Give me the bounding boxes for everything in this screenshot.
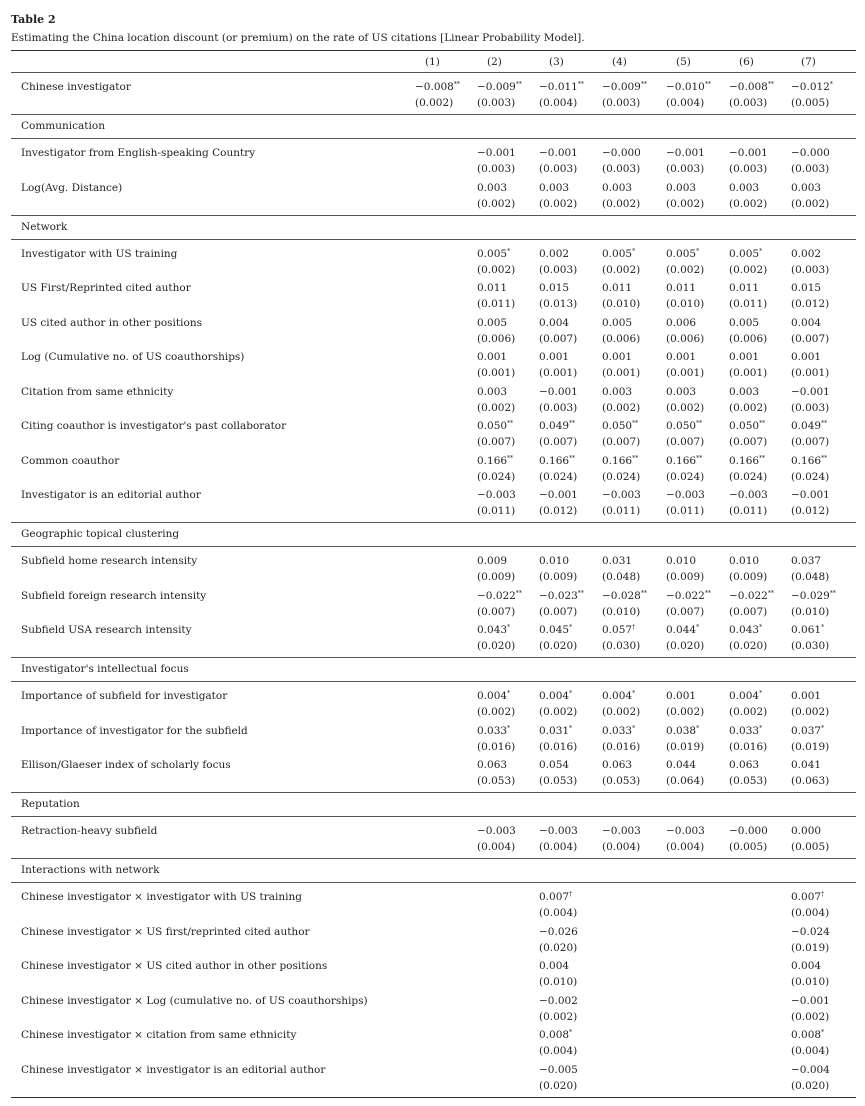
row-label: Ellison/Glaeser index of scholarly focus <box>21 759 231 771</box>
standard-error-value: (0.004) <box>539 1045 578 1057</box>
standard-error-value: (0.011) <box>729 298 768 310</box>
coefficient-value: −0.008** <box>415 81 460 93</box>
standard-error-value: (0.024) <box>791 470 830 483</box>
standard-error-value: (0.007) <box>791 332 830 345</box>
row-label: Chinese investigator × investigator with US training <box>21 891 302 903</box>
standard-error-value: (0.001) <box>602 367 641 379</box>
table-top-rule <box>11 50 856 51</box>
section-title: Geographic topical clustering <box>21 528 180 540</box>
coefficient-value: 0.166** <box>539 454 576 467</box>
standard-error-value: (0.007) <box>666 605 705 618</box>
coefficient-value: 0.003 <box>602 385 633 398</box>
standard-error-value: (0.019) <box>791 941 830 954</box>
standard-error-value: (0.024) <box>539 470 578 483</box>
coefficient-value: 0.033* <box>477 724 511 737</box>
coefficient-value: 0.037 <box>791 555 822 567</box>
section-title: Communication <box>21 120 105 132</box>
coefficient-value: 0.011 <box>729 282 760 294</box>
coefficient-value: −0.001 <box>477 147 516 159</box>
coefficient-value: −0.003 <box>666 825 705 837</box>
standard-error-value: (0.002) <box>477 197 516 210</box>
coefficient-value: 0.001 <box>539 351 570 363</box>
coefficient-value: −0.002 <box>539 994 578 1007</box>
coefficient-value: −0.005 <box>539 1063 578 1076</box>
standard-error-value: (0.020) <box>539 640 578 652</box>
standard-error-value: (0.003) <box>477 163 516 175</box>
coefficient-value: −0.001 <box>791 489 830 501</box>
standard-error-value: (0.001) <box>729 367 768 379</box>
standard-error-value: (0.006) <box>477 332 516 345</box>
standard-error-value: (0.002) <box>666 401 705 414</box>
standard-error-value: (0.064) <box>666 775 705 787</box>
section-rule <box>11 522 856 523</box>
coefficient-value: 0.005* <box>477 247 511 260</box>
coefficient-value: −0.003 <box>477 489 516 501</box>
column-header: (6) <box>739 56 754 68</box>
coefficient-value: 0.050** <box>602 420 639 432</box>
section-title: Interactions with network <box>21 864 160 876</box>
row-label: Citing coauthor is investigator's past collaborator <box>21 420 287 432</box>
standard-error-value: (0.006) <box>729 332 768 345</box>
standard-error-value: (0.003) <box>729 97 768 109</box>
coefficient-value: −0.022** <box>477 589 522 602</box>
section-title: Network <box>21 220 68 233</box>
coefficient-value: −0.000 <box>791 147 830 159</box>
row-label: Chinese investigator × US first/reprinted cited author <box>21 925 310 938</box>
standard-error-value: (0.002) <box>666 706 705 718</box>
standard-error-value: (0.016) <box>602 740 641 753</box>
standard-error-value: (0.003) <box>602 163 641 175</box>
coefficient-value: −0.029** <box>791 589 836 602</box>
coefficient-value: −0.001 <box>791 385 830 398</box>
coefficient-value: 0.001 <box>729 351 760 363</box>
standard-error-value: (0.003) <box>791 163 830 175</box>
standard-error-value: (0.019) <box>791 740 830 753</box>
standard-error-value: (0.005) <box>729 841 768 853</box>
section-rule <box>11 215 856 216</box>
coefficient-value: 0.005* <box>602 247 636 260</box>
standard-error-value: (0.002) <box>415 97 454 109</box>
standard-error-value: (0.020) <box>666 640 705 652</box>
standard-error-value: (0.003) <box>791 401 830 414</box>
coefficient-value: 0.044* <box>666 624 700 636</box>
standard-error-value: (0.005) <box>791 841 830 853</box>
standard-error-value: (0.002) <box>666 197 705 210</box>
standard-error-value: (0.012) <box>791 298 830 310</box>
standard-error-value: (0.007) <box>729 605 768 618</box>
table-caption: Estimating the China location discount (or premium) on the rate of US citations [Linear Probability Model]. <box>11 32 585 44</box>
row-label: Common coauthor <box>21 454 120 467</box>
standard-error-value: (0.012) <box>791 505 830 517</box>
coefficient-value: 0.043* <box>729 624 763 636</box>
coefficient-value: −0.024 <box>791 925 830 938</box>
standard-error-value: (0.001) <box>539 367 578 379</box>
standard-error-value: (0.002) <box>602 263 641 276</box>
coefficient-value: 0.011 <box>602 282 633 294</box>
row-label: Subfield home research intensity <box>21 555 198 567</box>
coefficient-value: 0.166** <box>791 454 828 467</box>
coefficient-value: −0.008** <box>729 81 774 93</box>
standard-error-value: (0.004) <box>666 97 705 109</box>
standard-error-value: (0.003) <box>539 401 578 414</box>
standard-error-value: (0.004) <box>602 841 641 853</box>
coefficient-value: 0.015 <box>539 282 570 294</box>
standard-error-value: (0.002) <box>666 263 705 276</box>
coefficient-value: 0.166** <box>729 454 766 467</box>
coefficient-value: 0.001 <box>602 351 633 363</box>
coefficient-value: 0.000 <box>791 825 822 837</box>
standard-error-value: (0.048) <box>602 571 641 583</box>
coefficient-value: 0.166** <box>666 454 703 467</box>
row-label: Retraction-heavy subfield <box>21 825 158 837</box>
standard-error-value: (0.002) <box>539 706 578 718</box>
standard-error-value: (0.003) <box>791 263 830 276</box>
coefficient-value: 0.001 <box>666 351 697 363</box>
coefficient-value: 0.003 <box>539 181 570 194</box>
coefficient-value: 0.063 <box>602 759 633 771</box>
standard-error-value: (0.016) <box>729 740 768 753</box>
standard-error-value: (0.020) <box>477 640 516 652</box>
coefficient-value: −0.028** <box>602 589 647 602</box>
standard-error-value: (0.019) <box>666 740 705 753</box>
standard-error-value: (0.002) <box>602 197 641 210</box>
coefficient-value: −0.010** <box>666 81 711 93</box>
standard-error-value: (0.010) <box>602 298 641 310</box>
coefficient-value: −0.003 <box>602 489 641 501</box>
standard-error-value: (0.002) <box>477 263 516 276</box>
standard-error-value: (0.004) <box>791 907 830 919</box>
standard-error-value: (0.007) <box>539 436 578 448</box>
coefficient-value: −0.004 <box>791 1063 830 1076</box>
standard-error-value: (0.002) <box>602 706 641 718</box>
coefficient-value: 0.037* <box>791 724 825 737</box>
standard-error-value: (0.002) <box>729 401 768 414</box>
column-header: (1) <box>425 56 440 68</box>
standard-error-value: (0.053) <box>729 775 768 787</box>
coefficient-value: 0.166** <box>477 454 514 467</box>
coefficient-value: 0.011 <box>477 282 508 294</box>
coefficient-value: 0.004 <box>791 960 822 972</box>
standard-error-value: (0.002) <box>791 706 830 718</box>
coefficient-value: 0.010 <box>729 555 760 567</box>
row-label: Log (Cumulative no. of US coauthorships) <box>21 351 245 363</box>
coefficient-value: 0.003 <box>477 181 508 194</box>
coefficient-value: −0.003 <box>729 489 768 501</box>
coefficient-value: 0.045* <box>539 624 573 636</box>
standard-error-value: (0.016) <box>477 740 516 753</box>
standard-error-value: (0.002) <box>729 197 768 210</box>
standard-error-value: (0.003) <box>602 97 641 109</box>
standard-error-value: (0.002) <box>729 263 768 276</box>
coefficient-value: −0.012* <box>791 81 833 93</box>
standard-error-value: (0.002) <box>729 706 768 718</box>
standard-error-value: (0.053) <box>602 775 641 787</box>
coefficient-value: −0.001 <box>729 147 768 159</box>
standard-error-value: (0.024) <box>729 470 768 483</box>
standard-error-value: (0.007) <box>729 436 768 448</box>
standard-error-value: (0.009) <box>477 571 516 583</box>
coefficient-value: 0.038* <box>666 724 700 737</box>
row-label: Investigator from English-speaking Country <box>21 147 256 159</box>
standard-error-value: (0.003) <box>539 263 578 276</box>
coefficient-value: 0.049** <box>539 420 576 432</box>
standard-error-value: (0.002) <box>791 1010 830 1023</box>
standard-error-value: (0.009) <box>729 571 768 583</box>
standard-error-value: (0.003) <box>729 163 768 175</box>
standard-error-value: (0.010) <box>539 976 578 988</box>
coefficient-value: −0.001 <box>539 385 578 398</box>
standard-error-value: (0.030) <box>791 640 830 652</box>
standard-error-value: (0.024) <box>666 470 705 483</box>
standard-error-value: (0.006) <box>666 332 705 345</box>
row-label: Chinese investigator <box>21 81 131 93</box>
coefficient-value: 0.050** <box>666 420 703 432</box>
standard-error-value: (0.024) <box>602 470 641 483</box>
section-title-rule <box>11 138 856 139</box>
coefficient-value: −0.001 <box>791 994 830 1007</box>
coefficient-value: 0.003 <box>666 385 697 398</box>
coefficient-value: 0.031* <box>539 724 573 737</box>
standard-error-value: (0.007) <box>477 436 516 448</box>
standard-error-value: (0.001) <box>791 367 830 379</box>
standard-error-value: (0.024) <box>477 470 516 483</box>
row-label: Investigator with US training <box>21 247 178 260</box>
standard-error-value: (0.063) <box>791 775 830 787</box>
standard-error-value: (0.020) <box>539 1079 578 1092</box>
coefficient-value: 0.057† <box>602 624 636 636</box>
standard-error-value: (0.010) <box>791 976 830 988</box>
row-label: Citation from same ethnicity <box>21 385 174 398</box>
coefficient-value: −0.009** <box>477 81 522 93</box>
standard-error-value: (0.016) <box>539 740 578 753</box>
section-title-rule <box>11 239 856 240</box>
coefficient-value: 0.015 <box>791 282 822 294</box>
row-label: Importance of investigator for the subfield <box>21 724 248 737</box>
coefficient-value: 0.011 <box>666 282 697 294</box>
table-label: Table 2 <box>11 13 56 26</box>
table-bottom-rule <box>11 1097 856 1098</box>
standard-error-value: (0.004) <box>539 97 578 109</box>
row-label: Importance of subfield for investigator <box>21 690 228 702</box>
coefficient-value: 0.006 <box>666 316 697 329</box>
standard-error-value: (0.011) <box>729 505 768 517</box>
coefficient-value: −0.009** <box>602 81 647 93</box>
coefficient-value: 0.003 <box>729 181 760 194</box>
coefficient-value: 0.033* <box>602 724 636 737</box>
coefficient-value: 0.002 <box>539 247 570 260</box>
coefficient-value: 0.004* <box>602 690 636 702</box>
coefficient-value: 0.003 <box>666 181 697 194</box>
standard-error-value: (0.007) <box>602 436 641 448</box>
coefficient-value: 0.008* <box>791 1029 825 1041</box>
standard-error-value: (0.004) <box>539 841 578 853</box>
coefficient-value: −0.023** <box>539 589 584 602</box>
section-title-rule <box>11 681 856 682</box>
coefficient-value: 0.005 <box>602 316 633 329</box>
coefficient-value: 0.008* <box>539 1029 573 1041</box>
standard-error-value: (0.009) <box>539 571 578 583</box>
coefficient-value: 0.033* <box>729 724 763 737</box>
standard-error-value: (0.001) <box>477 367 516 379</box>
standard-error-value: (0.002) <box>477 706 516 718</box>
section-rule <box>11 657 856 658</box>
coefficient-value: 0.041 <box>791 759 822 771</box>
coefficient-value: 0.004 <box>539 316 570 329</box>
coefficient-value: 0.003 <box>729 385 760 398</box>
coefficient-value: −0.026 <box>539 925 578 938</box>
section-title: Investigator's intellectual focus <box>21 663 189 675</box>
standard-error-value: (0.007) <box>539 605 578 618</box>
coefficient-value: −0.001 <box>666 147 705 159</box>
coefficient-value: 0.003 <box>602 181 633 194</box>
coefficient-value: −0.001 <box>539 147 578 159</box>
section-rule <box>11 114 856 115</box>
section-title-rule <box>11 546 856 547</box>
standard-error-value: (0.007) <box>666 436 705 448</box>
coefficient-value: −0.003 <box>666 489 705 501</box>
column-header: (5) <box>676 56 691 68</box>
coefficient-value: 0.005* <box>729 247 763 260</box>
row-label: US First/Reprinted cited author <box>21 282 191 294</box>
standard-error-value: (0.006) <box>602 332 641 345</box>
standard-error-value: (0.011) <box>477 505 516 517</box>
coefficient-value: 0.004 <box>539 960 570 972</box>
section-rule <box>11 858 856 859</box>
coefficient-value: 0.031 <box>602 555 633 567</box>
standard-error-value: (0.004) <box>477 841 516 853</box>
coefficient-value: 0.063 <box>477 759 508 771</box>
section-title: Reputation <box>21 798 80 810</box>
column-header: (4) <box>612 56 627 68</box>
coefficient-value: 0.001 <box>791 690 822 702</box>
row-label: Chinese investigator × US cited author in other positions <box>21 960 328 972</box>
coefficient-value: 0.004* <box>477 690 511 702</box>
standard-error-value: (0.010) <box>791 605 830 618</box>
coefficient-value: 0.003 <box>791 181 822 194</box>
coefficient-value: 0.007† <box>791 891 825 903</box>
standard-error-value: (0.002) <box>539 197 578 210</box>
coefficient-value: 0.003 <box>477 385 508 398</box>
standard-error-value: (0.004) <box>791 1045 830 1057</box>
coefficient-value: 0.005* <box>666 247 700 260</box>
standard-error-value: (0.004) <box>666 841 705 853</box>
coefficient-value: 0.004* <box>729 690 763 702</box>
coefficient-value: −0.000 <box>729 825 768 837</box>
header-rule <box>11 72 856 73</box>
standard-error-value: (0.020) <box>791 1079 830 1092</box>
section-title-rule <box>11 816 856 817</box>
column-header: (3) <box>549 56 564 68</box>
standard-error-value: (0.013) <box>539 298 578 310</box>
coefficient-value: 0.009 <box>477 555 508 567</box>
coefficient-value: 0.061* <box>791 624 825 636</box>
standard-error-value: (0.011) <box>602 505 641 517</box>
standard-error-value: (0.053) <box>477 775 516 787</box>
coefficient-value: −0.000 <box>602 147 641 159</box>
standard-error-value: (0.020) <box>729 640 768 652</box>
coefficient-value: 0.166** <box>602 454 639 467</box>
standard-error-value: (0.004) <box>539 907 578 919</box>
coefficient-value: 0.043* <box>477 624 511 636</box>
row-label: Subfield USA research intensity <box>21 624 192 636</box>
coefficient-value: 0.050** <box>477 420 514 432</box>
coefficient-value: 0.063 <box>729 759 760 771</box>
standard-error-value: (0.011) <box>666 505 705 517</box>
standard-error-value: (0.005) <box>791 97 830 109</box>
coefficient-value: 0.044 <box>666 759 697 771</box>
column-header: (7) <box>801 56 816 68</box>
standard-error-value: (0.009) <box>666 571 705 583</box>
coefficient-value: 0.007† <box>539 891 573 903</box>
coefficient-value: −0.003 <box>477 825 516 837</box>
coefficient-value: 0.004 <box>791 316 822 329</box>
standard-error-value: (0.010) <box>602 605 641 618</box>
coefficient-value: −0.003 <box>539 825 578 837</box>
standard-error-value: (0.048) <box>791 571 830 583</box>
standard-error-value: (0.002) <box>791 197 830 210</box>
standard-error-value: (0.030) <box>602 640 641 652</box>
standard-error-value: (0.002) <box>477 401 516 414</box>
standard-error-value: (0.012) <box>539 505 578 517</box>
row-label: Chinese investigator × investigator is an editorial author <box>21 1063 326 1076</box>
coefficient-value: −0.011** <box>539 81 584 93</box>
standard-error-value: (0.011) <box>477 298 516 310</box>
column-header: (2) <box>487 56 502 68</box>
standard-error-value: (0.020) <box>539 941 578 954</box>
coefficient-value: 0.004* <box>539 690 573 702</box>
coefficient-value: 0.002 <box>791 247 822 260</box>
standard-error-value: (0.010) <box>666 298 705 310</box>
row-label: Subfield foreign research intensity <box>21 589 207 602</box>
row-label: Log(Avg. Distance) <box>21 181 123 194</box>
coefficient-value: 0.010 <box>539 555 570 567</box>
row-label: Chinese investigator × Log (cumulative no. of US coauthorships) <box>21 994 368 1007</box>
section-title-rule <box>11 882 856 883</box>
coefficient-value: 0.010 <box>666 555 697 567</box>
row-label: Investigator is an editorial author <box>21 489 201 501</box>
coefficient-value: −0.001 <box>539 489 578 501</box>
standard-error-value: (0.003) <box>477 97 516 109</box>
coefficient-value: 0.049** <box>791 420 828 432</box>
coefficient-value: 0.001 <box>477 351 508 363</box>
section-rule <box>11 792 856 793</box>
row-label: Chinese investigator × citation from same ethnicity <box>21 1029 297 1041</box>
standard-error-value: (0.001) <box>666 367 705 379</box>
coefficient-value: 0.005 <box>477 316 508 329</box>
coefficient-value: 0.001 <box>791 351 822 363</box>
coefficient-value: −0.003 <box>602 825 641 837</box>
standard-error-value: (0.002) <box>602 401 641 414</box>
row-label: US cited author in other positions <box>21 316 202 329</box>
standard-error-value: (0.007) <box>477 605 516 618</box>
standard-error-value: (0.002) <box>539 1010 578 1023</box>
standard-error-value: (0.007) <box>539 332 578 345</box>
standard-error-value: (0.003) <box>539 163 578 175</box>
coefficient-value: −0.022** <box>666 589 711 602</box>
coefficient-value: 0.005 <box>729 316 760 329</box>
coefficient-value: 0.054 <box>539 759 570 771</box>
standard-error-value: (0.003) <box>666 163 705 175</box>
standard-error-value: (0.053) <box>539 775 578 787</box>
coefficient-value: 0.001 <box>666 690 697 702</box>
coefficient-value: −0.022** <box>729 589 774 602</box>
coefficient-value: 0.050** <box>729 420 766 432</box>
standard-error-value: (0.007) <box>791 436 830 448</box>
